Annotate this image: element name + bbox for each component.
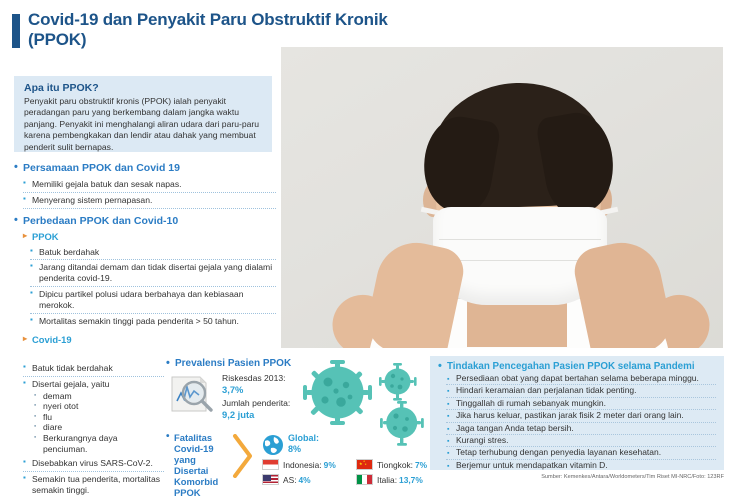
prevention-list (438, 373, 716, 471)
country-value: 7% (415, 459, 428, 470)
list-item: ▪ Berjemur untuk mendapatkan vitamin D. (446, 460, 716, 471)
source-credit: Sumber: Kemenkes/Antara/Worldometers/Tim Riset MI-NRC/Foto: 123RF (541, 474, 724, 480)
prevalence-heading: • Prevalensi Pasien PPOK (166, 358, 424, 369)
covid19-symptom-column (14, 358, 164, 498)
indonesia-flag-icon (262, 459, 279, 470)
list-item: ▪ Dipicu partikel polusi udara berbahaya dan kebiasaan merokok. (30, 287, 276, 314)
list-item: ▪ flu (33, 412, 164, 423)
country-value: 4% (298, 474, 311, 485)
global-fatality-stat (288, 433, 319, 455)
stat-label: Riskesdas 2013: (222, 373, 286, 383)
page-title: Covid-19 dan Penyakit Paru Obstruktif Kronik (PPOK) (28, 10, 388, 49)
list-item: ▪ Mortalitas semakin tinggi pada penderita > 50 tahun. (30, 314, 276, 329)
covid19-symptom-sublist (33, 391, 164, 455)
group-ppok (21, 231, 276, 329)
covid19-list (23, 361, 164, 498)
subheading-ppok: ▸ PPOK (21, 231, 276, 242)
stat-label: Jumlah penderita: (222, 398, 291, 408)
list-item: ▪ Batuk berdahak (30, 245, 276, 261)
country-stat-italia: Italia : 13,7% (356, 474, 456, 485)
list-item: ▪ Tinggallah di rumah sebanyak mungkin. (446, 398, 716, 410)
group-covid19 (21, 334, 276, 345)
list-item: ▪ Memiliki gejala batuk dan sesak napas. (23, 177, 276, 193)
persamaan-list (23, 177, 276, 209)
fatality-country-col-left (262, 459, 354, 485)
list-item: ▪ Persediaan obat yang dapat bertahan selama beberapa minggu. (446, 373, 716, 385)
country-name: AS (283, 474, 295, 485)
list-item: ▪ Semakin tua penderita, mortalitas semakin tinggi. (23, 472, 164, 498)
country-stat-indonesia: Indonesia : 9% (262, 459, 354, 470)
list-item: ▪ Disertai gejala, yaitu (23, 377, 164, 390)
section-persamaan (14, 162, 276, 209)
china-flag-icon: ★ ★ ★ (356, 459, 373, 470)
globe-icon (262, 434, 284, 456)
country-value: 9% (323, 459, 336, 470)
country-value: 13,7% (399, 474, 423, 485)
list-item: ▪ demam (33, 391, 164, 402)
list-item: ▪ Menyerang sistem pernapasan. (23, 193, 276, 209)
definition-box (14, 76, 272, 152)
section-heading-persamaan: • Persamaan PPOK dan Covid 19 (14, 162, 276, 174)
ppok-list (30, 245, 276, 329)
section-heading-perbedaan: • Perbedaan PPOK dan Covid-10 (14, 215, 276, 227)
italy-flag-icon (356, 474, 373, 485)
document-magnifier-icon (166, 373, 218, 417)
fatality-title: • Fatalitas Covid-19 yang Disertai Komorbid PPOK (166, 432, 226, 498)
country-stat-tiongkok: ★ ★ ★ Tiongkok : 7% (356, 459, 456, 470)
subheading-covid19: ▸ Covid-19 (21, 334, 276, 345)
list-item: ▪ Jika harus keluar, pastikan jarak fisik 2 meter dari orang lain. (446, 410, 716, 422)
photo-mask-fold-upper (439, 239, 601, 240)
usa-flag-icon (262, 474, 279, 485)
list-item: ▪ Disebabkan virus SARS-CoV-2. (23, 456, 164, 472)
comparison-column (14, 162, 276, 350)
global-value: 8% (288, 444, 302, 454)
chevron-right-icon (232, 434, 254, 478)
section-perbedaan (14, 215, 276, 346)
list-item: ▪ nyeri otot (33, 401, 164, 412)
photo-hand-right (570, 235, 675, 348)
stat-value: 3,7% (222, 384, 244, 395)
list-item: ▪ Hindari keramaian dan perjalanan tidak penting. (446, 385, 716, 397)
prevalence-stats (222, 373, 290, 420)
stat-value: 9,2 juta (222, 409, 255, 420)
list-item: ▪ diare (33, 422, 164, 433)
list-item: ▪ Tetap terhubung dengan penyedia layanan kesehatan. (446, 447, 716, 459)
country-stat-as: AS : 4% (262, 474, 354, 485)
list-item: ▪ Kurangi stres. (446, 435, 716, 447)
prevention-panel (430, 356, 724, 470)
country-name: Tiongkok (377, 459, 411, 470)
country-name: Indonesia (283, 459, 320, 470)
hero-photo (281, 47, 723, 348)
definition-box-body: Penyakit paru obstruktif kronis (PPOK) ialah penyakit peradangan paru yang berkembang dalam jangka waktu panjang. Penyakit ini menghalangi aliran udara dari paru-paru karena pembengkakan dan lendir atau dahak yang membuat penderit sulit bernapas. (24, 96, 260, 152)
title-accent-bar (12, 14, 20, 48)
prevention-heading: • Tindakan Pencegahan Pasien PPOK selama Pandemi (438, 361, 716, 372)
country-name: Italia (377, 474, 395, 485)
virus-small-top-icon (379, 363, 417, 401)
definition-box-title: Apa itu PPOK? (24, 82, 99, 94)
global-label: Global: (288, 433, 319, 443)
list-item: ▪ Jaga tangan Anda tetap bersih. (446, 423, 716, 435)
list-item: ▪ Berkurangnya daya penciuman. (33, 433, 164, 454)
list-item: ▪ Batuk tidak berdahak (23, 361, 164, 377)
list-item: ▪ Jarang ditandai demam dan tidak disertai gejala yang dialami penderita covid-19. (30, 260, 276, 287)
